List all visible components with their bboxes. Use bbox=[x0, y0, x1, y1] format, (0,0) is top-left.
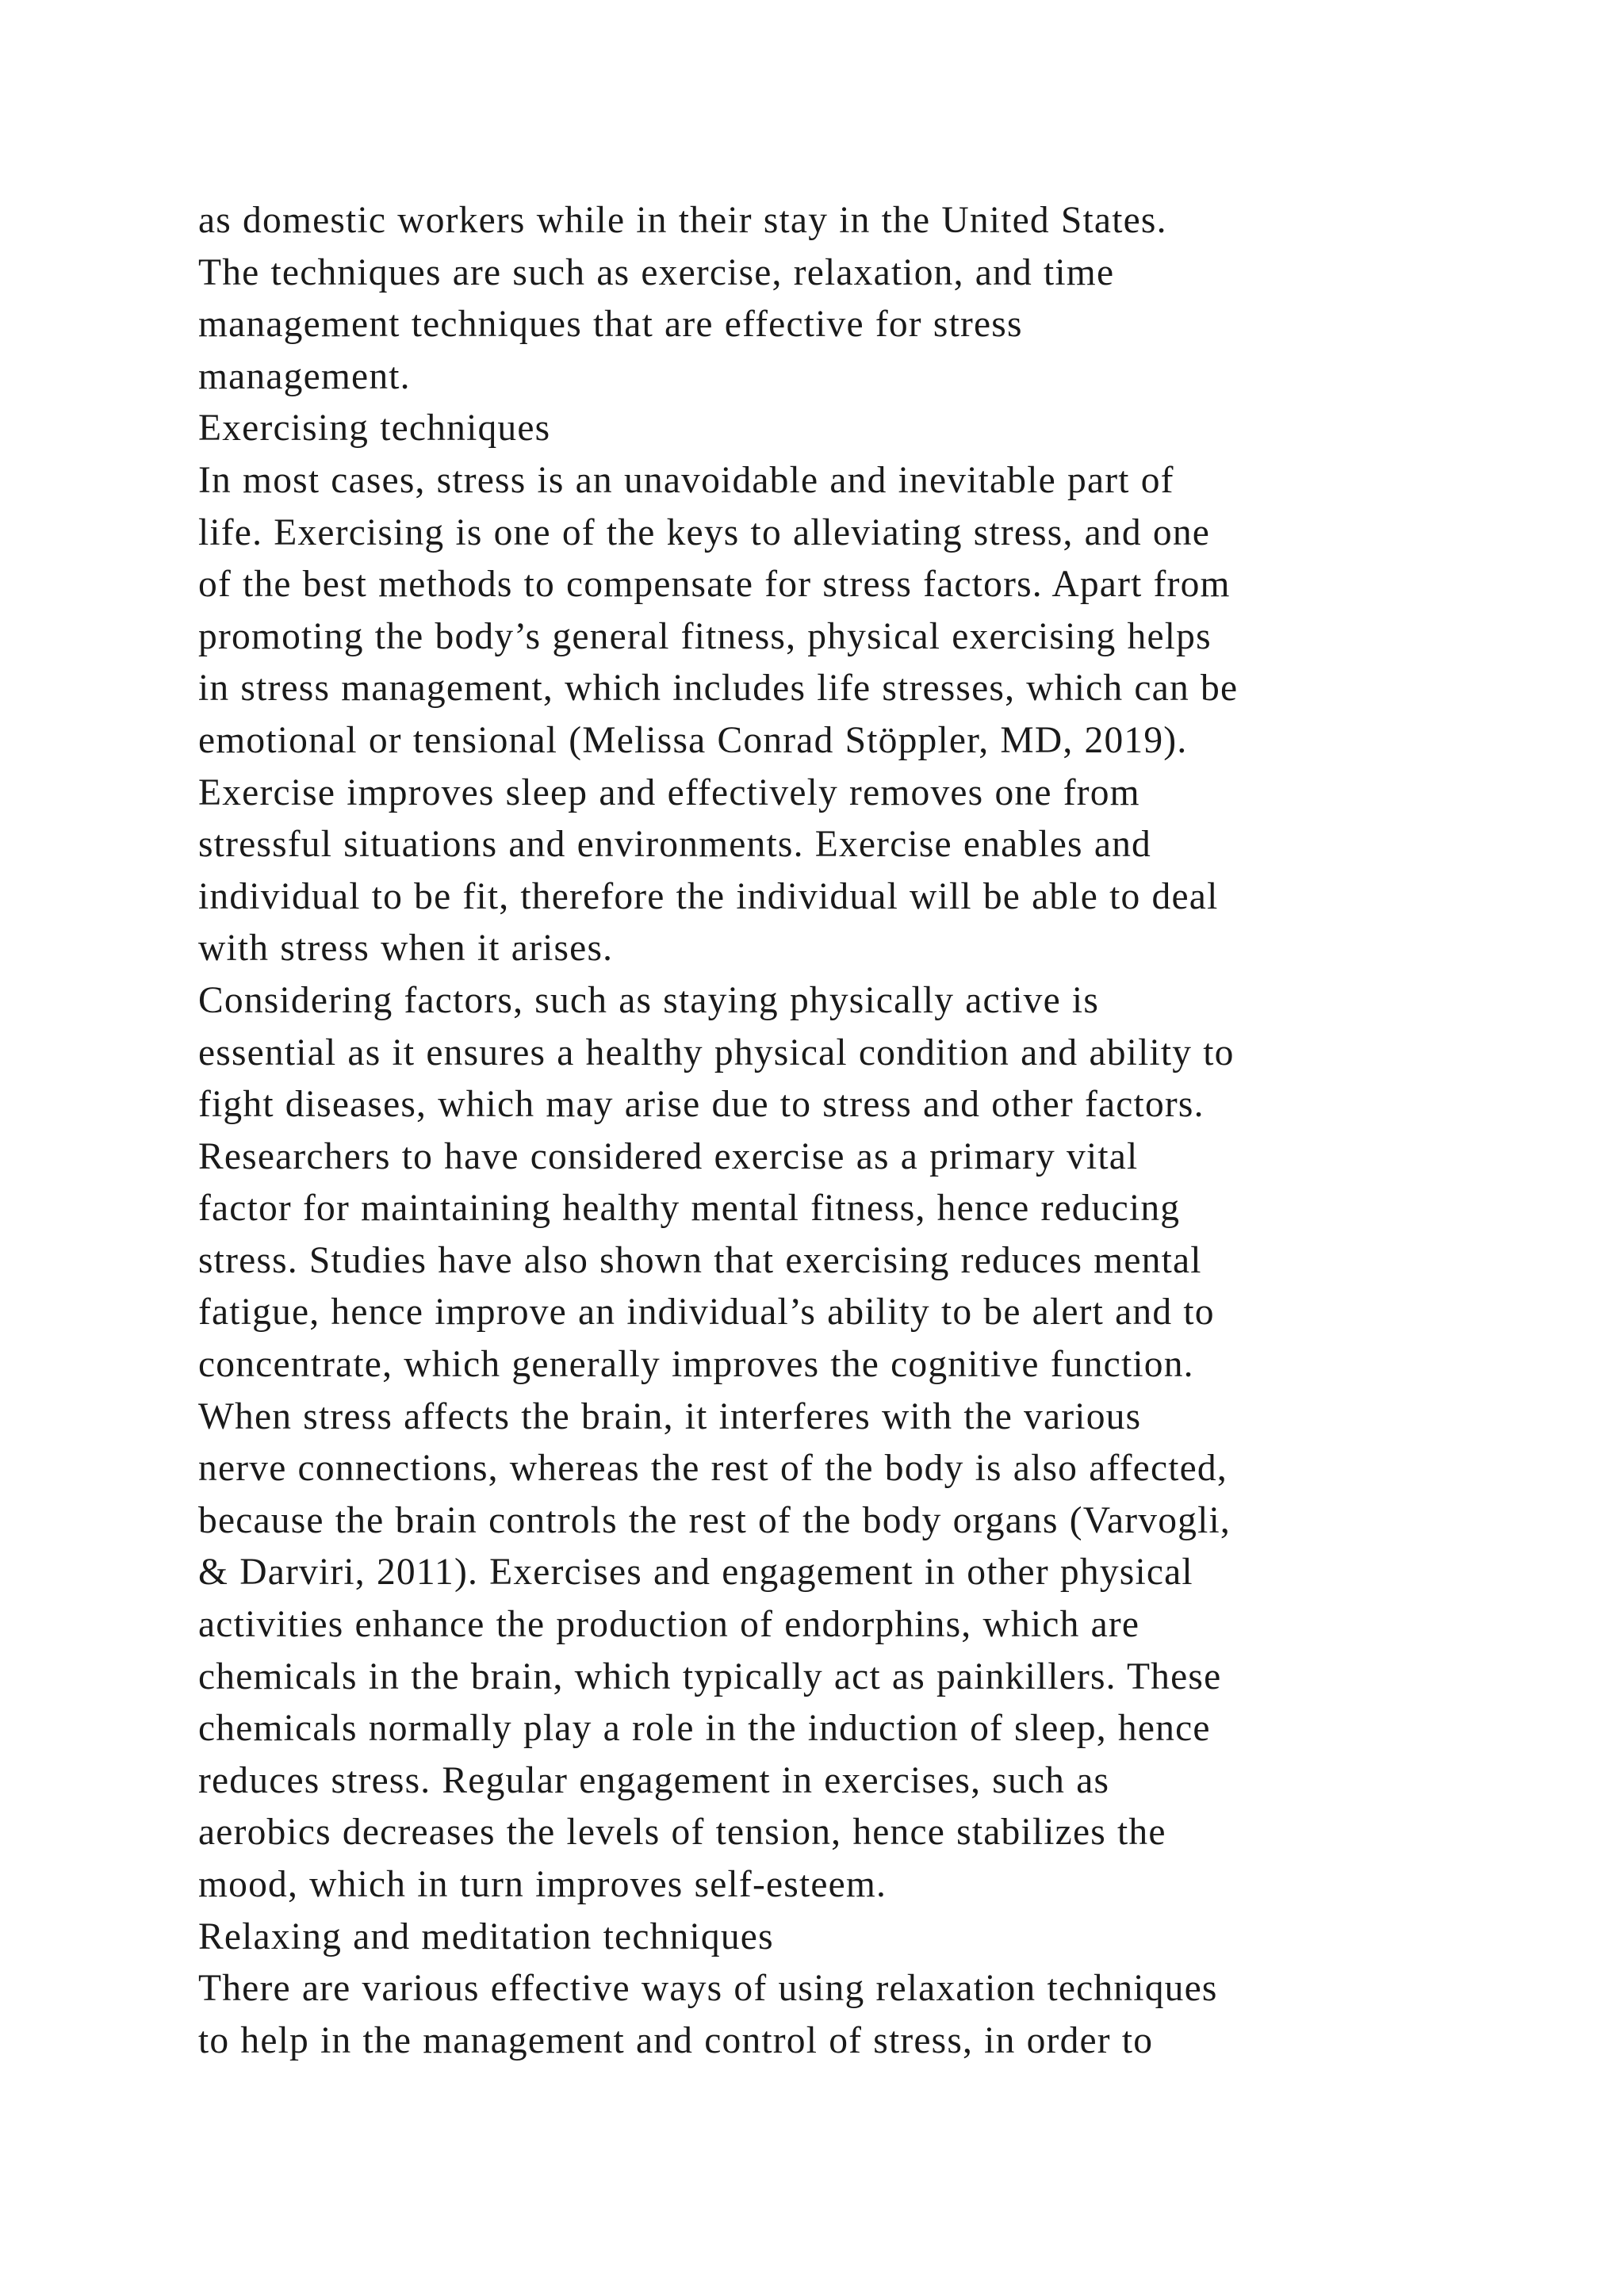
text-line: management techniques that are effective for stress bbox=[198, 304, 1023, 346]
text-line: to help in the management and control of stress, in order to bbox=[198, 2019, 1154, 2061]
text-line: mood, which in turn improves self-esteem. bbox=[198, 1864, 887, 1905]
text-line: in stress management, which includes life stresses, which can be bbox=[198, 668, 1239, 710]
text-line: as domestic workers while in their stay in the United States. bbox=[198, 200, 1167, 241]
document-body-text bbox=[198, 195, 1530, 2067]
text-line: In most cases, stress is an unavoidable and inevitable part of bbox=[198, 459, 1174, 501]
text-line: Researchers to have considered exercise as a primary vital bbox=[198, 1135, 1139, 1177]
text-line: reduces stress. Regular engagement in exercises, such as bbox=[198, 1759, 1110, 1801]
text-line: because the brain controls the rest of the body organs (Varvogli, bbox=[198, 1499, 1231, 1541]
text-line: individual to be fit, therefore the individual will be able to deal bbox=[198, 875, 1219, 917]
text-line: nerve connections, whereas the rest of the body is also affected, bbox=[198, 1448, 1228, 1490]
text-line: chemicals normally play a role in the induction of sleep, hence bbox=[198, 1708, 1211, 1750]
text-line: The techniques are such as exercise, relaxation, and time bbox=[198, 251, 1115, 293]
text-line: fight diseases, which may arise due to stress and other factors. bbox=[198, 1084, 1205, 1126]
section-heading-relaxing-and-meditation: Relaxing and meditation techniques bbox=[198, 1915, 774, 1957]
text-line: aerobics decreases the levels of tension, hence stabilizes the bbox=[198, 1812, 1166, 1854]
text-line: with stress when it arises. bbox=[198, 928, 614, 970]
text-line: There are various effective ways of using relaxation techniques bbox=[198, 1968, 1218, 2010]
text-line: stress. Studies have also shown that exercising reduces mental bbox=[198, 1239, 1202, 1281]
text-line: activities enhance the production of endorphins, which are bbox=[198, 1604, 1140, 1646]
text-line: management. bbox=[198, 355, 411, 397]
text-line: factor for maintaining healthy mental fitness, hence reducing bbox=[198, 1188, 1181, 1230]
text-line: & Darviri, 2011). Exercises and engagement in other physical bbox=[198, 1552, 1193, 1594]
text-line: fatigue, hence improve an individual’s ability to be alert and to bbox=[198, 1292, 1215, 1334]
text-line: promoting the body’s general fitness, physical exercising helps bbox=[198, 615, 1212, 657]
text-line: essential as it ensures a healthy physical condition and ability to bbox=[198, 1031, 1235, 1073]
text-line: chemicals in the brain, which typically act as painkillers. These bbox=[198, 1655, 1222, 1697]
text-line: of the best methods to compensate for stress factors. Apart from bbox=[198, 564, 1231, 606]
section-heading-exercising-techniques: Exercising techniques bbox=[198, 408, 551, 450]
text-line: emotional or tensional (Melissa Conrad Stöppler, MD, 2019). bbox=[198, 719, 1188, 761]
text-line: life. Exercising is one of the keys to alleviating stress, and one bbox=[198, 511, 1211, 553]
text-line: Exercise improves sleep and effectively removes one from bbox=[198, 771, 1140, 813]
text-line: Considering factors, such as staying physically active is bbox=[198, 979, 1100, 1021]
text-line: concentrate, which generally improves the cognitive function. bbox=[198, 1344, 1194, 1386]
text-line: When stress affects the brain, it interferes with the various bbox=[198, 1395, 1142, 1437]
text-line: stressful situations and environments. Exercise enables and bbox=[198, 824, 1152, 866]
